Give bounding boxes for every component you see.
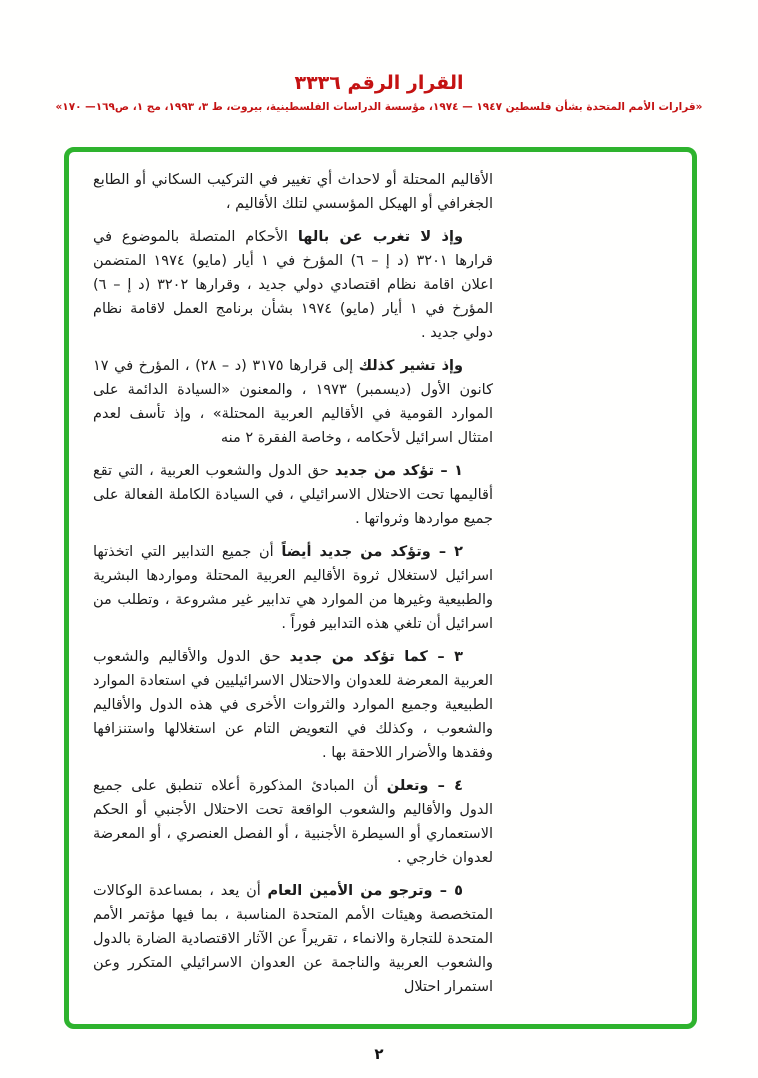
paragraph-text: الأحكام المتصلة بالموضوع في قرارها ٣٢٠١ (د إ – ٦) المؤرخ في ١ أيار (مايو) ١٩٧٤ المتضمن اعلان اقامة نظام اقتصادي دولي جديد ، وقرارها ٣٢٠٢ (د إ – ٦) المؤرخ في ١ أيار (مايو) ١٩٧٤ بشأن برنامج العمل لاقامة نظام دولي جديد . bbox=[93, 229, 493, 341]
paragraph-text: إلى قرارها ٣١٧٥ (د – ٢٨) ، المؤرخ في ١٧ كانون الأول (ديسمبر) ١٩٧٣ ، والمعنون «السيادة الدائمة على الموارد القومية في الأقاليم العربية المحتلة» ، وإذ تأسف لعدم امتثال اسرائيل لأحكامه ، وخاصة الفقرة ٢ منه bbox=[93, 358, 493, 446]
paragraph-lead: ٤ – وتعلن bbox=[386, 778, 463, 794]
paragraph bbox=[93, 225, 493, 345]
paragraph-text: حق الدول والشعوب العربية ، التي تقع أقاليمها تحت الاحتلال الاسرائيلي ، في السيادة الكاملة الفعالة على جميع مواردها وثرواتها . bbox=[93, 463, 493, 527]
paragraph bbox=[93, 354, 493, 450]
paragraph-text: أن يعد ، بمساعدة الوكالات المتخصصة وهيئات الأمم المتحدة المناسبة ، بما فيها مؤتمر الأمم المتحدة للتجارة والانماء ، تقريراً عن الآثار الاقتصادية الضارة بالدول والشعوب العربية والناجمة عن العدوان الاسرائيلي المتكرر وعن استمرار احتلال bbox=[93, 883, 493, 995]
paragraph-lead: ٢ – وتؤكد من جديد أيضاً bbox=[281, 544, 464, 560]
paragraph bbox=[93, 645, 493, 765]
document-footer bbox=[0, 1044, 758, 1063]
source-citation: «قرارات الأمم المتحدة بشأن فلسطين ١٩٤٧ — ١٩٧٤، مؤسسة الدراسات الفلسطينية، بيروت، ط ٣، ١٩٩٣، مج ١، ص١٦٩— ١٧٠» bbox=[55, 101, 703, 113]
paragraph-lead: ٥ – وترجو من الأمين العام bbox=[267, 883, 464, 899]
paragraph bbox=[93, 459, 493, 531]
document-header bbox=[0, 72, 758, 113]
paragraph bbox=[93, 879, 493, 999]
paragraph bbox=[93, 540, 493, 636]
text-frame bbox=[64, 147, 697, 1029]
paragraph-text: أن جميع التدابير التي اتخذتها اسرائيل لاستغلال ثروة الأقاليم العربية المحتلة ومواردها البشرية والطبيعية وغيرها من الموارد هي تدابير غير مشروعة ، وتطلب من اسرائيل أن تلغي هذه التدابير فوراً . bbox=[93, 544, 493, 632]
paragraph-lead: وإذ تشير كذلك bbox=[358, 358, 463, 374]
resolution-body bbox=[93, 168, 493, 1008]
paragraph-lead: ١ – تؤكد من جديد bbox=[334, 463, 463, 479]
paragraph-text: أن المبادئ المذكورة أعلاه تنطبق على جميع الدول والأقاليم والشعوب الواقعة تحت الاحتلال الأجنبي أو الحكم الاستعماري أو السيطرة الأجنبية ، أو الفصل العنصري ، أو المعرضة لعدوان خارجي . bbox=[93, 778, 493, 866]
paragraph-lead: وإذ لا تغرب عن بالها bbox=[297, 229, 463, 245]
page-number: ٢ bbox=[374, 1045, 384, 1063]
paragraph-lead: ٣ – كما تؤكد من جديد bbox=[289, 649, 464, 665]
resolution-title: القرار الرقم ٣٣٣٦ bbox=[294, 72, 464, 94]
paragraph bbox=[93, 168, 493, 216]
paragraph bbox=[93, 774, 493, 870]
paragraph-text: الأقاليم المحتلة أو لاحداث أي تغيير في التركيب السكاني أو الطابع الجغرافي أو الهيكل المؤسسي لتلك الأقاليم ، bbox=[93, 172, 493, 212]
paragraph-text: حق الدول والأقاليم والشعوب العربية المعرضة للعدوان والاحتلال الاسرائيليين في استعادة الموارد الطبيعية وجميع الموارد والثروات الأخرى في هذه الدول والأقاليم والشعوب ، وكذلك في التعويض التام عن استغلالها واستنزافها وفقدها والأضرار اللاحقة بها . bbox=[93, 649, 493, 761]
